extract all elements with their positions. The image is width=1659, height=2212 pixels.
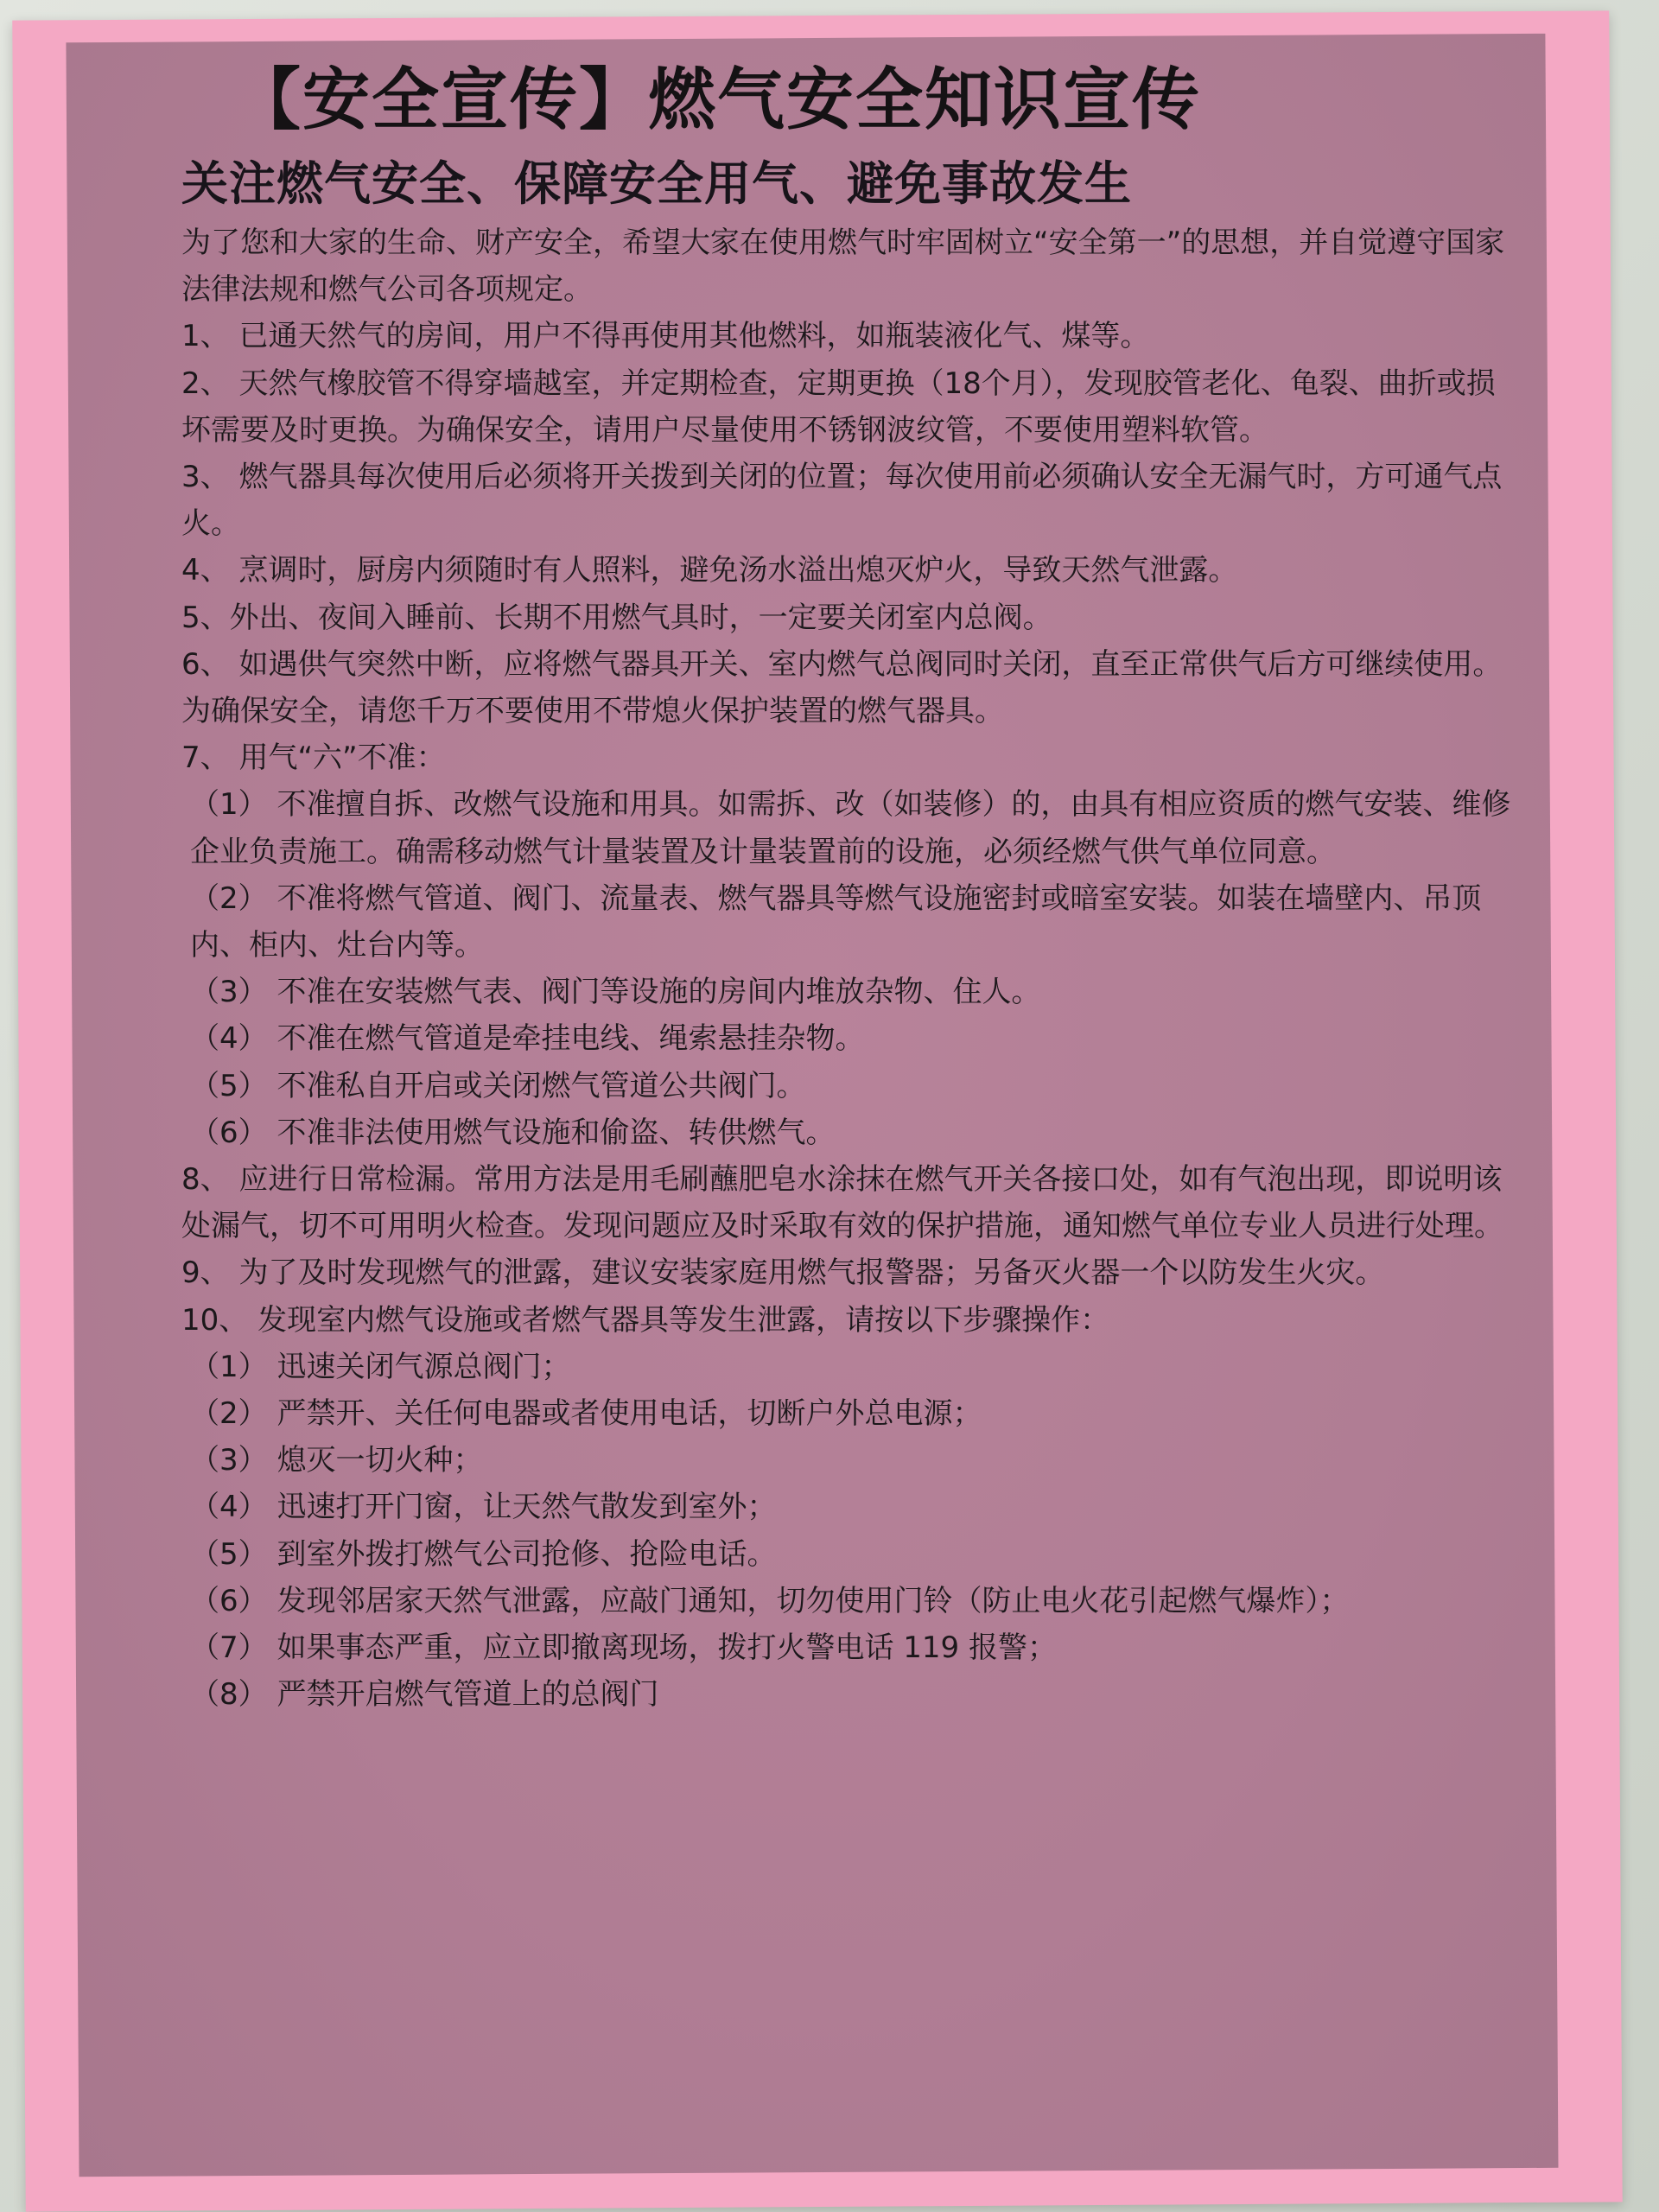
poster-body xyxy=(181,219,1512,1719)
sub-rule-item: （6） 不准非法使用燃气设施和偷盗、转供燃气。 xyxy=(190,1115,836,1150)
rule-item: 2、 天然气橡胶管不得穿墙越室，并定期检查，定期更换（18个月），发现胶管老化、龟裂、曲折或损坏需要及时更换。为确保安全，请用户尽量使用不锈钢波纹管，不要使用塑料软管。 xyxy=(181,365,1496,448)
sub-rule-item: （1） 不准擅自拆、改燃气设施和用具。如需拆、改（如装修）的，由具有相应资质的燃气安装、维修企业负责施工。确需移动燃气计量装置及计量装置前的设施，必须经燃气供气单位同意。 xyxy=(190,787,1511,869)
leak-step-item: （7） 如果事态严重，应立即撤离现场，拨打火警电话 119 报警； xyxy=(190,1630,1057,1666)
leak-step-item: （6） 发现邻居家天然气泄露，应敲门通知，切勿使用门铃（防止电火花引起燃气爆炸）； xyxy=(190,1583,1350,1618)
rule-item: 9、 为了及时发现燃气的泄露，建议安装家庭用燃气报警器；另备灭火器一个以防发生火灾。 xyxy=(181,1255,1385,1291)
rule-item: 6、 如遇供气突然中断，应将燃气器具开关、室内燃气总阀同时关闭，直至正常供气后方可继续使用。为确保安全，请您千万不要使用不带熄火保护装置的燃气器具。 xyxy=(181,646,1503,729)
rule-item: 7、 用气“六”不准： xyxy=(181,741,446,776)
sub-rule-item: （5） 不准私自开启或关闭燃气管道公共阀门。 xyxy=(190,1068,806,1103)
leak-step-item: （1） 迅速关闭气源总阀门； xyxy=(190,1349,571,1384)
leak-step-item: （3） 熄灭一切火种； xyxy=(190,1443,483,1478)
poster-title: 【安全宣传】燃气安全知识宣传 xyxy=(233,61,1202,139)
rule-item: 3、 燃气器具每次使用后必须将开关拨到关闭的位置；每次使用前必须确认安全无漏气时，方可通气点火。 xyxy=(181,460,1503,542)
leak-step-item: （5） 到室外拨打燃气公司抢修、抢险电话。 xyxy=(190,1536,777,1572)
rule-item: 5、外出、夜间入睡前、长期不用燃气具时，一定要关闭室内总阀。 xyxy=(181,600,1052,635)
rule-item: 10、 发现室内燃气设施或者燃气器具等发生泄露，请按以下步骤操作： xyxy=(181,1302,1110,1338)
leak-step-item: （4） 迅速打开门窗，让天然气散发到室外； xyxy=(190,1490,777,1525)
sub-rule-item: （2） 不准将燃气管道、阀门、流量表、燃气器具等燃气设施密封或暗室安装。如装在墙壁内、吊顶内、柜内、灶台内等。 xyxy=(190,880,1482,963)
leak-step-item: （8） 严禁开启燃气管道上的总阀门 xyxy=(190,1677,659,1713)
poster-subtitle: 关注燃气安全、保障安全用气、避免事故发生 xyxy=(181,156,1132,211)
leak-step-item: （2） 严禁开、关任何电器或者使用电话，切断户外总电源； xyxy=(190,1396,982,1432)
sub-rule-item: （3） 不准在安装燃气表、阀门等设施的房间内堆放杂物、住人。 xyxy=(190,975,1041,1010)
poster-content xyxy=(181,52,1512,1719)
sub-rule-item: （4） 不准在燃气管道是牵挂电线、绳索悬挂杂物。 xyxy=(190,1021,865,1057)
rule-item: 1、 已通天然气的房间，用户不得再使用其他燃料，如瓶装液化气、煤等。 xyxy=(181,319,1150,354)
rule-item: 8、 应进行日常检漏。常用方法是用毛刷蘸肥皂水涂抹在燃气开关各接口处，如有气泡出现，即说明该处漏气，切不可用明火检查。发现问题应及时采取有效的保护措施，通知燃气单位专业人员进行处理。 xyxy=(181,1162,1503,1244)
intro-paragraph: 为了您和大家的生命、财产安全，希望大家在使用燃气时牢固树立“安全第一”的思想，并自觉遵守国家法律法规和燃气公司各项规定。 xyxy=(181,226,1505,308)
rule-item: 4、 烹调时，厨房内须随时有人照料，避免汤水溢出熄灭炉火，导致天然气泄露。 xyxy=(181,553,1238,588)
